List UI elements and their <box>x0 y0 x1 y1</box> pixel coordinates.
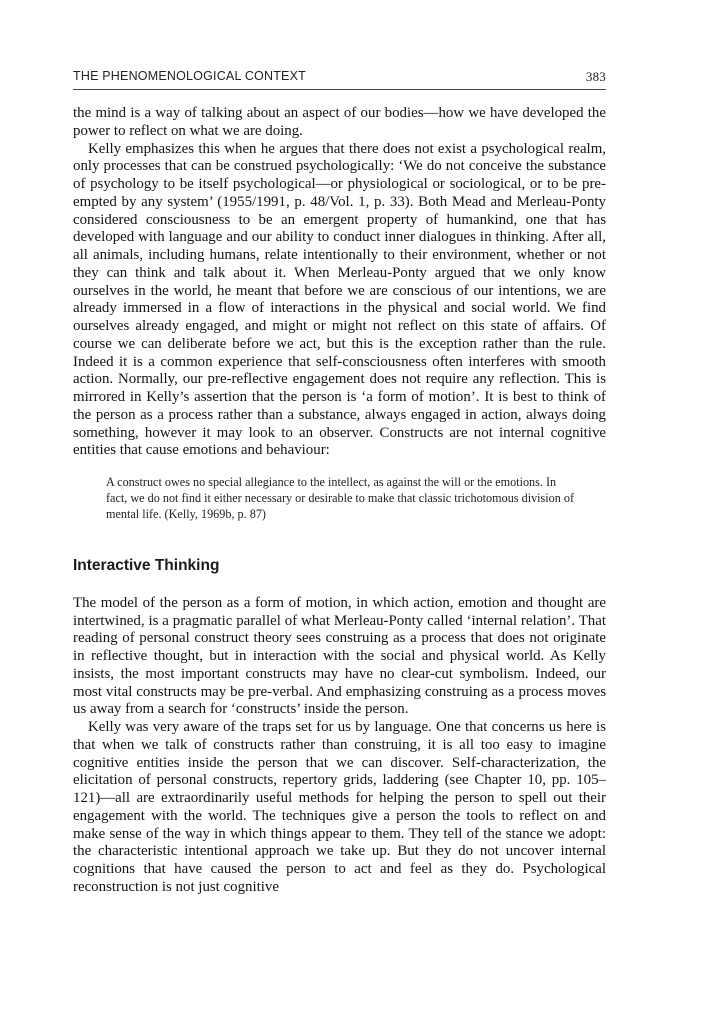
paragraph-kelly-emphasizes: Kelly emphasizes this when he argues that there does not exist a psychological realm, only processes that can be construed psychologically: ‘We do not conceive the substance of psychology to be itself psychological—or physiological or sociological, or to be pre-empted by any system’ (1955/1991, p. 48/Vol. 1, p. 33). Both Mead and Merleau-Ponty considered consciousness to be an emergent property of humankind, one that has developed with language and our ability to conduct inner dialogues in thinking. After all, all animals, including humans, relate intentionally to their environment, whether or not they can think and talk about it. When Merleau-Ponty argued that we only know ourselves in the world, he meant that before we are conscious of our intentions, we are already immersed in a flow of interactions in the physical and social world. We find ourselves already engaged, and might or might not reflect on this state of affairs. Of course we can deliberate before we act, but this is the exception rather than the rule. Indeed it is a common experience that self-consciousness often interferes with smooth action. Normally, our pre-reflective engagement does not require any reflection. This is mirrored in Kelly’s assertion that the person is ‘a form of motion’. It is best to think of the person as a process rather than a substance, always engaged in action, always doing something, however it may look to an observer. Constructs are not internal cognitive entities that cause emotions and behaviour: <box>73 140 606 459</box>
page-body <box>73 105 606 897</box>
running-head <box>73 69 606 83</box>
header-rule <box>73 89 606 90</box>
page-number: 383 <box>585 69 606 84</box>
block-quote: A construct owes no special allegiance to the intellect, as against the will or the emotions. In fact, we do not find it either necessary or desirable to make that classic trichotomous division of mental life. (Kelly, 1969b, p. 87) <box>106 475 575 521</box>
paragraph-continued: the mind is a way of talking about an aspect of our bodies—how we have developed the power to reflect on what we are doing. <box>73 105 606 139</box>
section-heading: Interactive Thinking <box>73 557 220 574</box>
running-title: THE PHENOMENOLOGICAL CONTEXT <box>73 69 306 83</box>
paragraph-kelly-traps: Kelly was very aware of the traps set for us by language. One that concerns us here is that when we talk of constructs rather than construing, it is all too easy to imagine cognitive entities inside the person that we can discover. Self-characterization, the elicitation of personal constructs, repertory grids, laddering (see Chapter 10, pp. 105–121)—all are extraordinarily useful methods for helping the person to spell out their engagement with the world. The techniques give a person the tools to reflect on and make sense of the way in which things appear to them. They tell of the stance we adopt: the characteristic intentional approach we take up. But they do not uncover internal cognitions that have caused the person to act and feel as they do. Psychological reconstruction is not just cognitive <box>73 719 606 895</box>
paragraph-model-of-person: The model of the person as a form of motion, in which action, emotion and thought are intertwined, is a pragmatic parallel of what Merleau-Ponty called ‘internal relation’. That reading of personal construct theory sees construing as a process that does not originate in reflective thought, but in interaction with the social and physical world. As Kelly insists, the most important constructs may have no clear-cut symbolism. Indeed, our most vital constructs may be pre-verbal. And emphasizing construing as a process moves us away from a search for ‘constructs’ inside the person. <box>73 594 606 718</box>
